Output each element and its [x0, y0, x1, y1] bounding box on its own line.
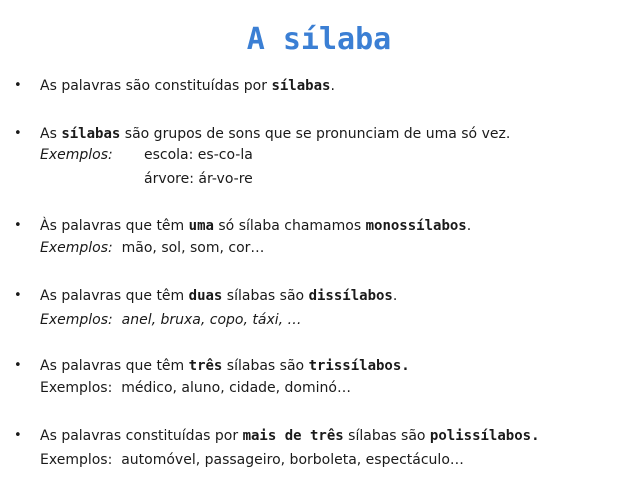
item-3-line — [40, 218, 471, 234]
item-1-text-2: . — [330, 78, 335, 94]
item-2-bold-0: sílabas — [61, 126, 121, 142]
item-6-bold-2: polissílabos. — [429, 428, 540, 444]
item-4-examples — [40, 312, 302, 328]
item-6-examples — [40, 452, 464, 468]
bullet-6: • — [14, 428, 22, 443]
bullet-5: • — [14, 358, 22, 373]
item-5-text-1: As palavras que têm — [40, 358, 189, 374]
bullet-4: • — [14, 288, 22, 303]
item-6-line — [40, 428, 540, 444]
item-3-text-3: . — [466, 218, 472, 234]
item-3-text-2: só sílaba chamamos — [213, 218, 366, 234]
item-2-example-1: escola: es-co-la — [144, 147, 253, 163]
item-1-bold-1: sílabas — [271, 78, 331, 94]
item-3-examples-label: Exemplos: — [40, 240, 113, 256]
item-5-bold-2: trissílabos. — [308, 358, 410, 374]
item-4-text-3: . — [392, 288, 398, 304]
item-4-bold-2: dissílabos — [308, 288, 393, 304]
item-6-bold-1: mais de três — [242, 428, 344, 444]
item-2-text-0: As — [40, 126, 62, 142]
item-4-examples-label: Exemplos: — [40, 312, 113, 328]
item-5-text-2: sílabas são — [222, 358, 309, 374]
item-2-line — [40, 126, 510, 142]
item-5-examples-label: Exemplos: — [40, 380, 113, 396]
item-5-example: médico, aluno, cidade, dominó… — [121, 380, 351, 396]
page-title: A sílaba — [246, 22, 392, 57]
item-4-example: anel, bruxa, copo, táxi, … — [121, 312, 302, 328]
item-3-example: mão, sol, som, cor… — [121, 240, 265, 256]
item-1-text-1: As palavras são constituídas por — [40, 78, 272, 94]
item-6-text-1: As palavras constituídas por — [40, 428, 243, 444]
item-6-example: automóvel, passageiro, borboleta, espectáculo… — [121, 452, 464, 468]
item-4-bold-1: duas — [188, 288, 223, 304]
item-3-bold-2: monossílabos — [365, 218, 467, 234]
item-4-text-1: As palavras que têm — [40, 288, 189, 304]
item-3-examples — [40, 240, 264, 256]
item-6-text-2: sílabas são — [343, 428, 430, 444]
item-4-line — [40, 288, 397, 304]
item-3-bold-1: uma — [188, 218, 214, 234]
item-5-bold-1: três — [188, 358, 223, 374]
item-2-example-2: árvore: ár-vo-re — [144, 171, 253, 187]
bullet-2: • — [14, 126, 22, 141]
item-5-line — [40, 358, 410, 374]
item-6-examples-label: Exemplos: — [40, 452, 113, 468]
item-3-text-1: Às palavras que têm — [40, 218, 189, 234]
bullet-3: • — [14, 218, 22, 233]
item-4-text-2: sílabas são — [222, 288, 309, 304]
item-2-examples-label: Exemplos: — [40, 147, 113, 163]
item-1-line — [40, 78, 335, 94]
item-2-text-1: são grupos de sons que se pronunciam de uma só vez. — [120, 126, 511, 142]
bullet-1: • — [14, 78, 22, 93]
item-5-examples — [40, 380, 351, 396]
